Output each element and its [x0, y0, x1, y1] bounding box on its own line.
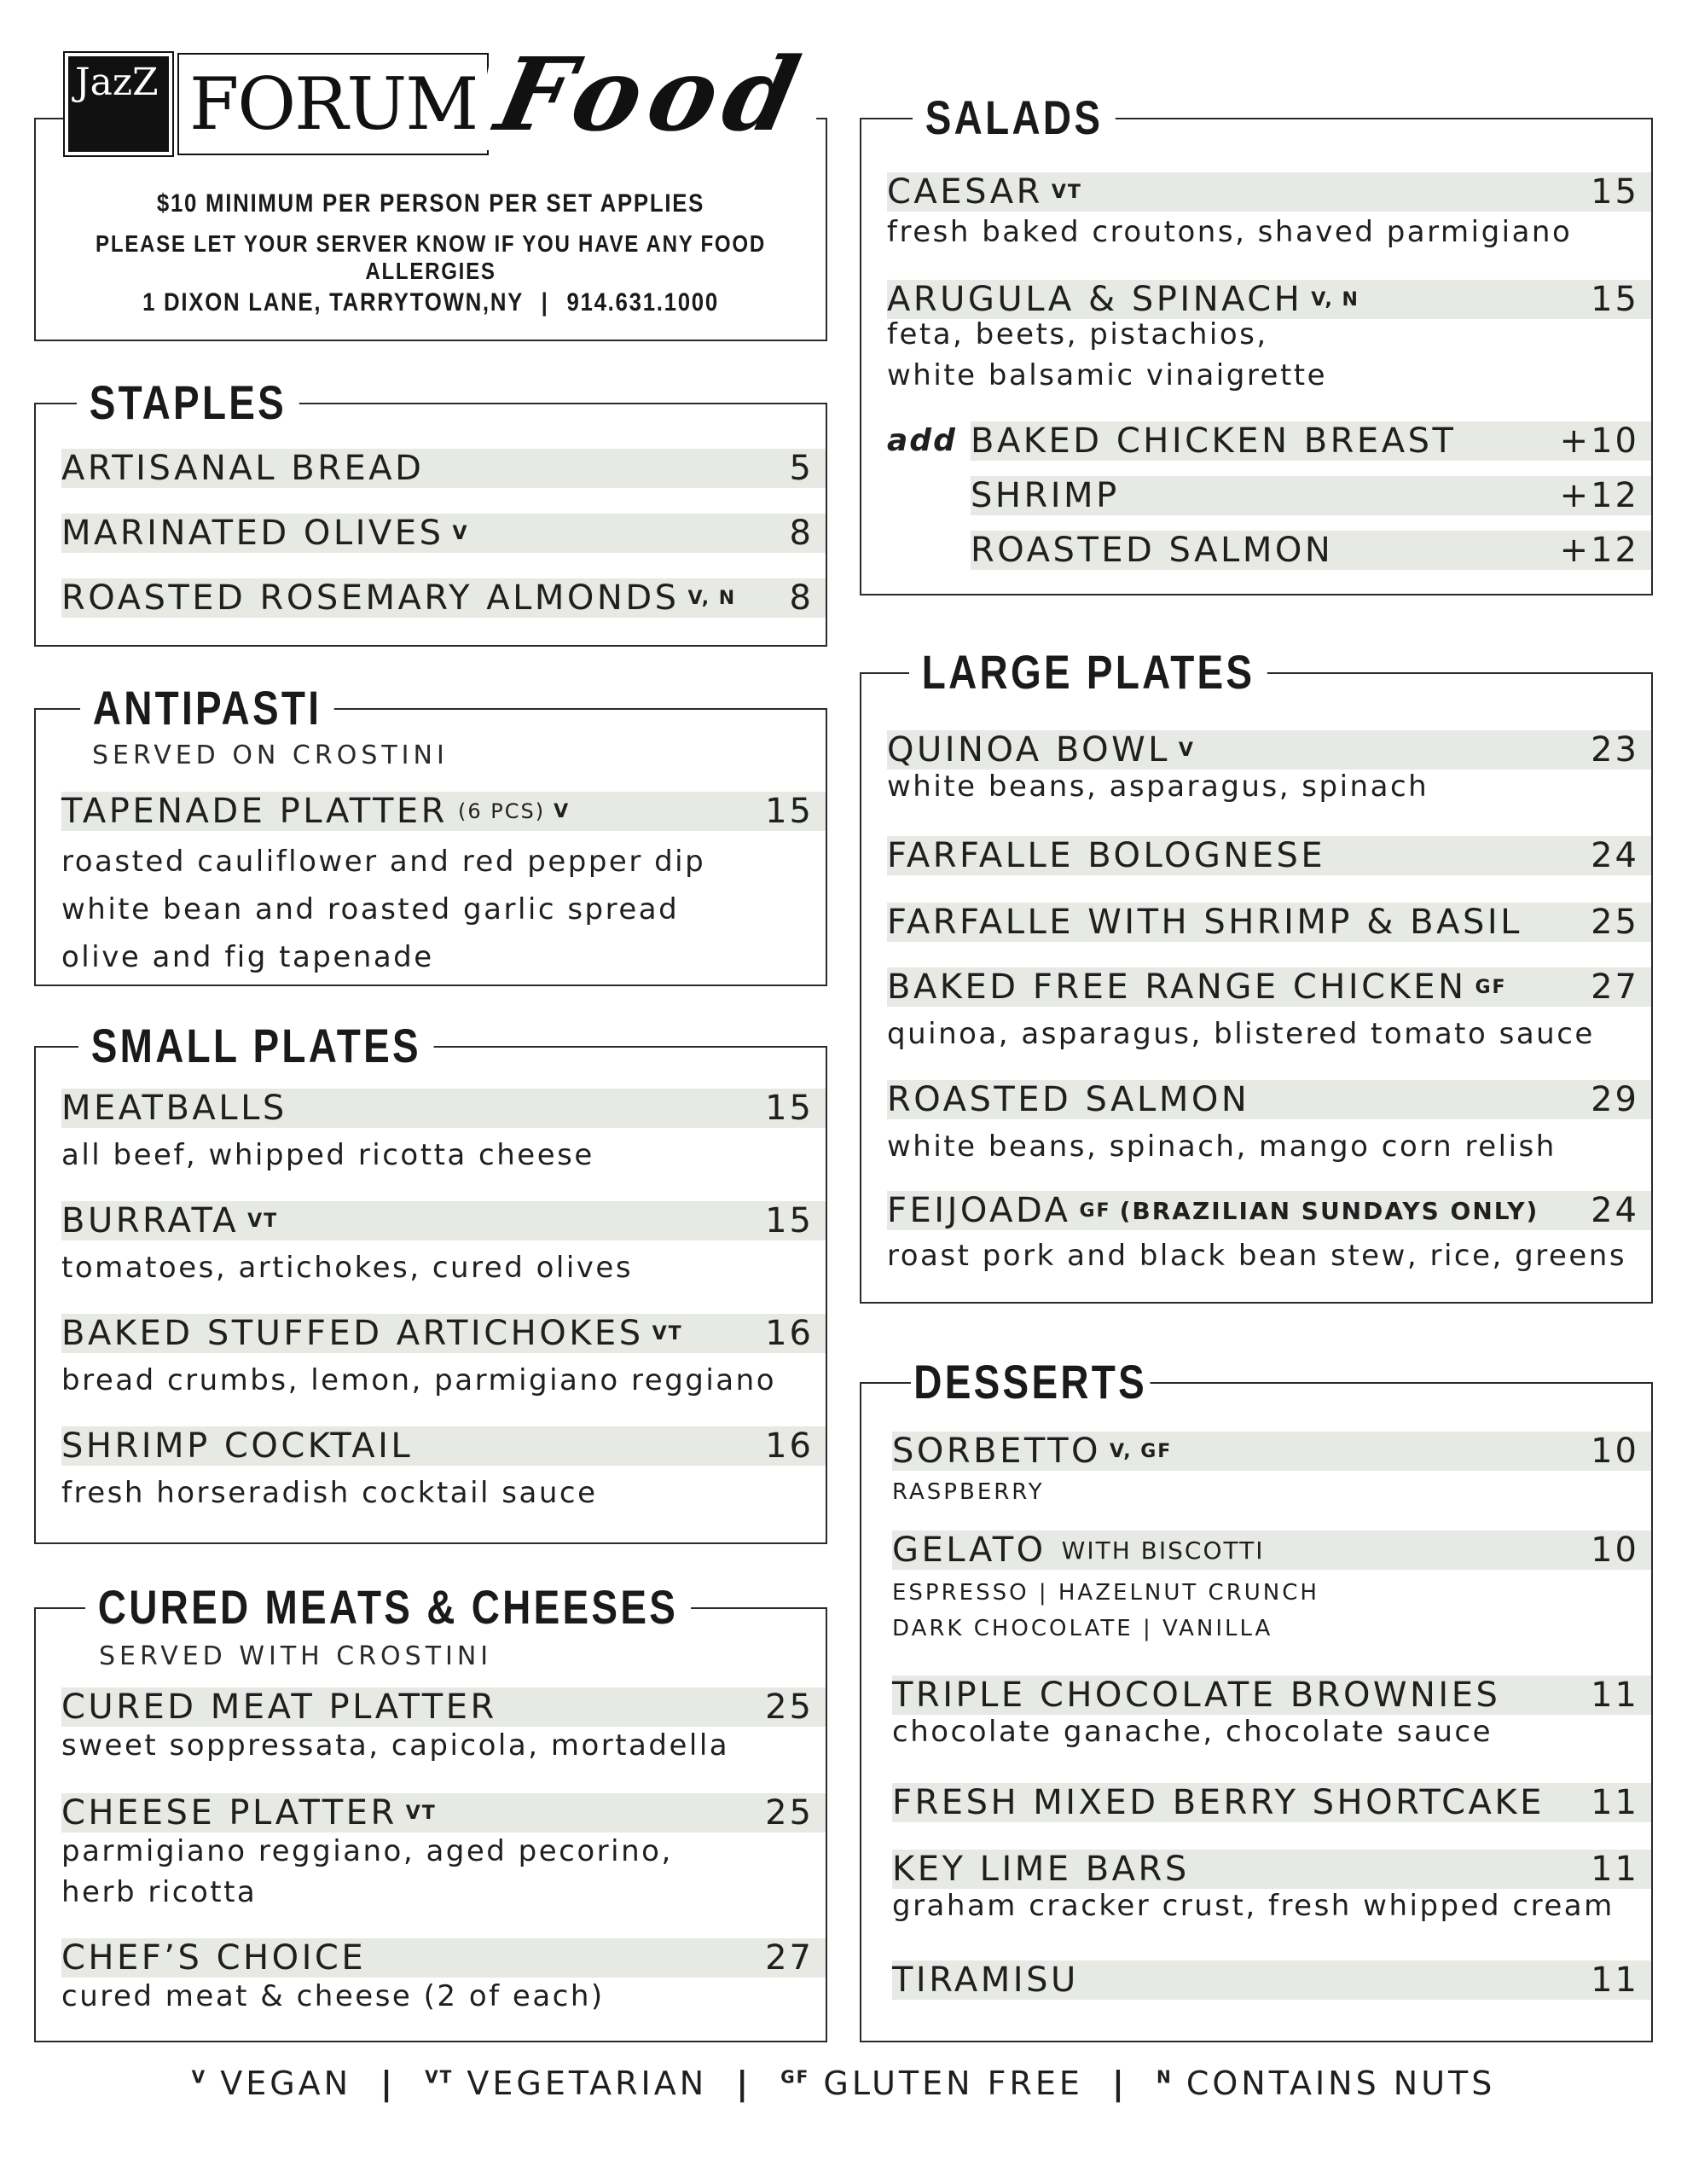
- item-price: 8: [789, 514, 814, 553]
- item-name: TAPENADE PLATTER: [61, 792, 448, 831]
- dietary-tag: VT: [247, 1210, 279, 1232]
- item-price: 11: [1591, 1850, 1639, 1889]
- item-name: BURRATA: [61, 1201, 240, 1240]
- dietary-tag: VT: [405, 1802, 437, 1824]
- item-description: feta, beets, pistachios,: [887, 317, 1268, 351]
- item-description: roasted cauliflower and red pepper dip: [61, 845, 706, 879]
- item-name: SORBETTO: [892, 1432, 1102, 1471]
- item-note: (BRAZILIAN SUNDAYS ONLY): [1119, 1196, 1539, 1225]
- legend-separator: |: [736, 2065, 752, 2102]
- item-description: fresh baked croutons, shaved parmigiano: [887, 215, 1573, 249]
- item-price: 10: [1591, 1432, 1639, 1471]
- logo-forum-text: FORUM: [177, 53, 489, 155]
- item-description: chocolate ganache, chocolate sauce: [892, 1715, 1493, 1749]
- item-name: KEY LIME BARS: [892, 1850, 1190, 1889]
- dietary-tag: GF: [1475, 976, 1507, 998]
- section-title: DESSERTS: [911, 1353, 1150, 1411]
- item-name: ARTISANAL BREAD: [61, 449, 425, 488]
- item-price: 15: [765, 1089, 814, 1128]
- dietary-tag: V, N: [1311, 288, 1359, 311]
- logo-jazz-mark: [65, 53, 172, 155]
- item-price: 27: [765, 1938, 814, 1978]
- item-description: white balsamic vinaigrette: [887, 358, 1328, 392]
- legend-label: CONTAINS NUTS: [1186, 2065, 1496, 2102]
- item-description: tomatoes, artichokes, cured olives: [61, 1251, 634, 1285]
- item-price: 15: [765, 792, 814, 831]
- legend-tag: VT: [425, 2066, 454, 2088]
- addon-price: +12: [1559, 476, 1639, 515]
- item-price: 24: [1591, 1191, 1639, 1230]
- item-name: CAESAR: [887, 172, 1043, 212]
- item-name: MEATBALLS: [61, 1089, 287, 1128]
- dietary-tag: GF: [1079, 1199, 1111, 1222]
- dietary-tag: V: [1178, 739, 1195, 761]
- item-description: all beef, whipped ricotta cheese: [61, 1138, 594, 1172]
- legend-tag: V: [191, 2066, 207, 2088]
- legend-label: VEGAN: [220, 2065, 352, 2102]
- legend-label: VEGETARIAN: [467, 2065, 708, 2102]
- staples-section: [34, 375, 827, 647]
- item-price: 27: [1591, 967, 1639, 1007]
- item-price: 11: [1591, 1960, 1639, 2000]
- item-description: cured meat & cheese (2 of each): [61, 1979, 605, 2013]
- item-price: 11: [1591, 1783, 1639, 1822]
- dietary-tag: V, N: [687, 587, 737, 609]
- item-name: QUINOA BOWL: [887, 730, 1170, 770]
- addon-name: BAKED CHICKEN BREAST: [971, 421, 1457, 461]
- item-description: fresh horseradish cocktail sauce: [61, 1476, 598, 1510]
- large-plates-section: [860, 645, 1653, 1304]
- item-note: WITH BISCOTTI: [1061, 1536, 1265, 1565]
- section-subtitle: SERVED ON CROSTINI: [92, 741, 449, 770]
- item-name: MARINATED OLIVES: [61, 514, 444, 553]
- item-description: olive and fig tapenade: [61, 940, 434, 974]
- item-name: FARFALLE BOLOGNESE: [887, 836, 1326, 875]
- phone: 914.631.1000: [566, 288, 719, 317]
- item-name: FEIJOADA: [887, 1191, 1071, 1230]
- item-price: 25: [765, 1687, 814, 1727]
- item-name: GELATO: [892, 1531, 1046, 1570]
- item-description: white beans, asparagus, spinach: [887, 770, 1429, 804]
- item-name: FARFALLE WITH SHRIMP & BASIL: [887, 903, 1522, 942]
- item-name: ARUGULA & SPINACH: [887, 280, 1303, 319]
- desserts-section: [860, 1355, 1653, 2042]
- legend-separator: |: [1112, 2065, 1128, 2102]
- page-title: Food: [471, 39, 833, 150]
- section-title: STAPLES: [77, 374, 299, 432]
- item-price: 25: [1591, 903, 1639, 942]
- item-name: FRESH MIXED BERRY SHORTCAKE: [892, 1783, 1545, 1822]
- dietary-tag: VT: [1051, 181, 1082, 203]
- dietary-tag: V, GF: [1110, 1440, 1173, 1462]
- item-description: herb ricotta: [61, 1875, 258, 1909]
- item-description: ESPRESSO | HAZELNUT CRUNCH: [892, 1580, 1319, 1606]
- item-description: DARK CHOCOLATE | VANILLA: [892, 1616, 1273, 1641]
- item-name: SHRIMP COCKTAIL: [61, 1426, 414, 1466]
- antipasti-section: [34, 681, 827, 986]
- addon-price: +10: [1559, 421, 1639, 461]
- section-title: SMALL PLATES: [78, 1017, 434, 1075]
- section-title: CURED MEATS & CHEESES: [85, 1578, 691, 1636]
- item-price: 24: [1591, 836, 1639, 875]
- item-name: CHEF’S CHOICE: [61, 1938, 367, 1978]
- addon-price: +12: [1559, 531, 1639, 570]
- item-description: sweet soppressata, capicola, mortadella: [61, 1728, 730, 1763]
- logo-jazz-text: JazZ: [75, 61, 159, 104]
- dietary-tag: V: [554, 800, 571, 822]
- item-description: parmigiano reggiano, aged pecorino,: [61, 1834, 673, 1868]
- item-description: white beans, spinach, mango corn relish: [887, 1130, 1557, 1164]
- small-plates-section: [34, 1019, 827, 1544]
- allergy-notice: PLEASE LET YOUR SERVER KNOW IF YOU HAVE ANY FOOD ALLERGIES: [96, 230, 766, 284]
- item-price: 15: [1591, 280, 1639, 319]
- add-label: add: [887, 423, 957, 458]
- dietary-legend: [0, 2065, 1687, 2102]
- item-price: 10: [1591, 1531, 1639, 1570]
- legend-label: GLUTEN FREE: [823, 2065, 1083, 2102]
- legend-tag: GF: [780, 2066, 810, 2088]
- dietary-tag: V: [452, 522, 469, 544]
- item-name: CHEESE PLATTER: [61, 1793, 397, 1833]
- section-title: SALADS: [913, 89, 1116, 147]
- item-name: TIRAMISU: [892, 1960, 1079, 2000]
- item-name: BAKED FREE RANGE CHICKEN: [887, 967, 1467, 1007]
- item-price: 15: [1591, 172, 1639, 212]
- salads-section: [860, 90, 1653, 595]
- addon-name: ROASTED SALMON: [971, 531, 1334, 570]
- item-name: BAKED STUFFED ARTICHOKES: [61, 1314, 644, 1353]
- item-note: (6 PCS): [457, 799, 546, 823]
- contact-line: [91, 288, 770, 317]
- item-price: 25: [765, 1793, 814, 1833]
- contact-divider: |: [541, 288, 549, 317]
- legend-tag: N: [1157, 2066, 1173, 2088]
- item-price: 29: [1591, 1080, 1639, 1119]
- address: 1 DIXON LANE, TARRYTOWN,NY: [142, 288, 524, 317]
- item-price: 23: [1591, 730, 1639, 770]
- section-title: ANTIPASTI: [80, 679, 334, 737]
- legend-separator: |: [380, 2065, 397, 2102]
- item-description: graham cracker crust, fresh whipped cream: [892, 1889, 1615, 1923]
- item-description: RASPBERRY: [892, 1479, 1045, 1505]
- item-name: CURED MEAT PLATTER: [61, 1687, 497, 1727]
- item-name: ROASTED ROSEMARY ALMONDS: [61, 578, 680, 618]
- item-price: 15: [765, 1201, 814, 1240]
- item-name: ROASTED SALMON: [887, 1080, 1250, 1119]
- item-price: 8: [789, 578, 814, 618]
- item-price: 5: [789, 449, 814, 488]
- jazz-forum-logo: [65, 53, 499, 155]
- item-description: bread crumbs, lemon, parmigiano reggiano: [61, 1363, 776, 1397]
- item-name: TRIPLE CHOCOLATE BROWNIES: [892, 1676, 1501, 1715]
- item-description: roast pork and black bean stew, rice, greens: [887, 1239, 1627, 1273]
- item-price: 16: [765, 1426, 814, 1466]
- section-subtitle: SERVED WITH CROSTINI: [99, 1641, 493, 1671]
- minimum-notice: $10 MINIMUM PER PERSON PER SET APPLIES: [156, 189, 705, 218]
- item-description: quinoa, asparagus, blistered tomato sauce: [887, 1017, 1595, 1051]
- item-description: white bean and roasted garlic spread: [61, 892, 680, 926]
- section-title: LARGE PLATES: [909, 643, 1267, 701]
- cured-meats-section: [34, 1580, 827, 2042]
- item-price: 11: [1591, 1676, 1639, 1715]
- item-price: 16: [765, 1314, 814, 1353]
- dietary-tag: VT: [652, 1322, 683, 1345]
- addon-name: SHRIMP: [971, 476, 1120, 515]
